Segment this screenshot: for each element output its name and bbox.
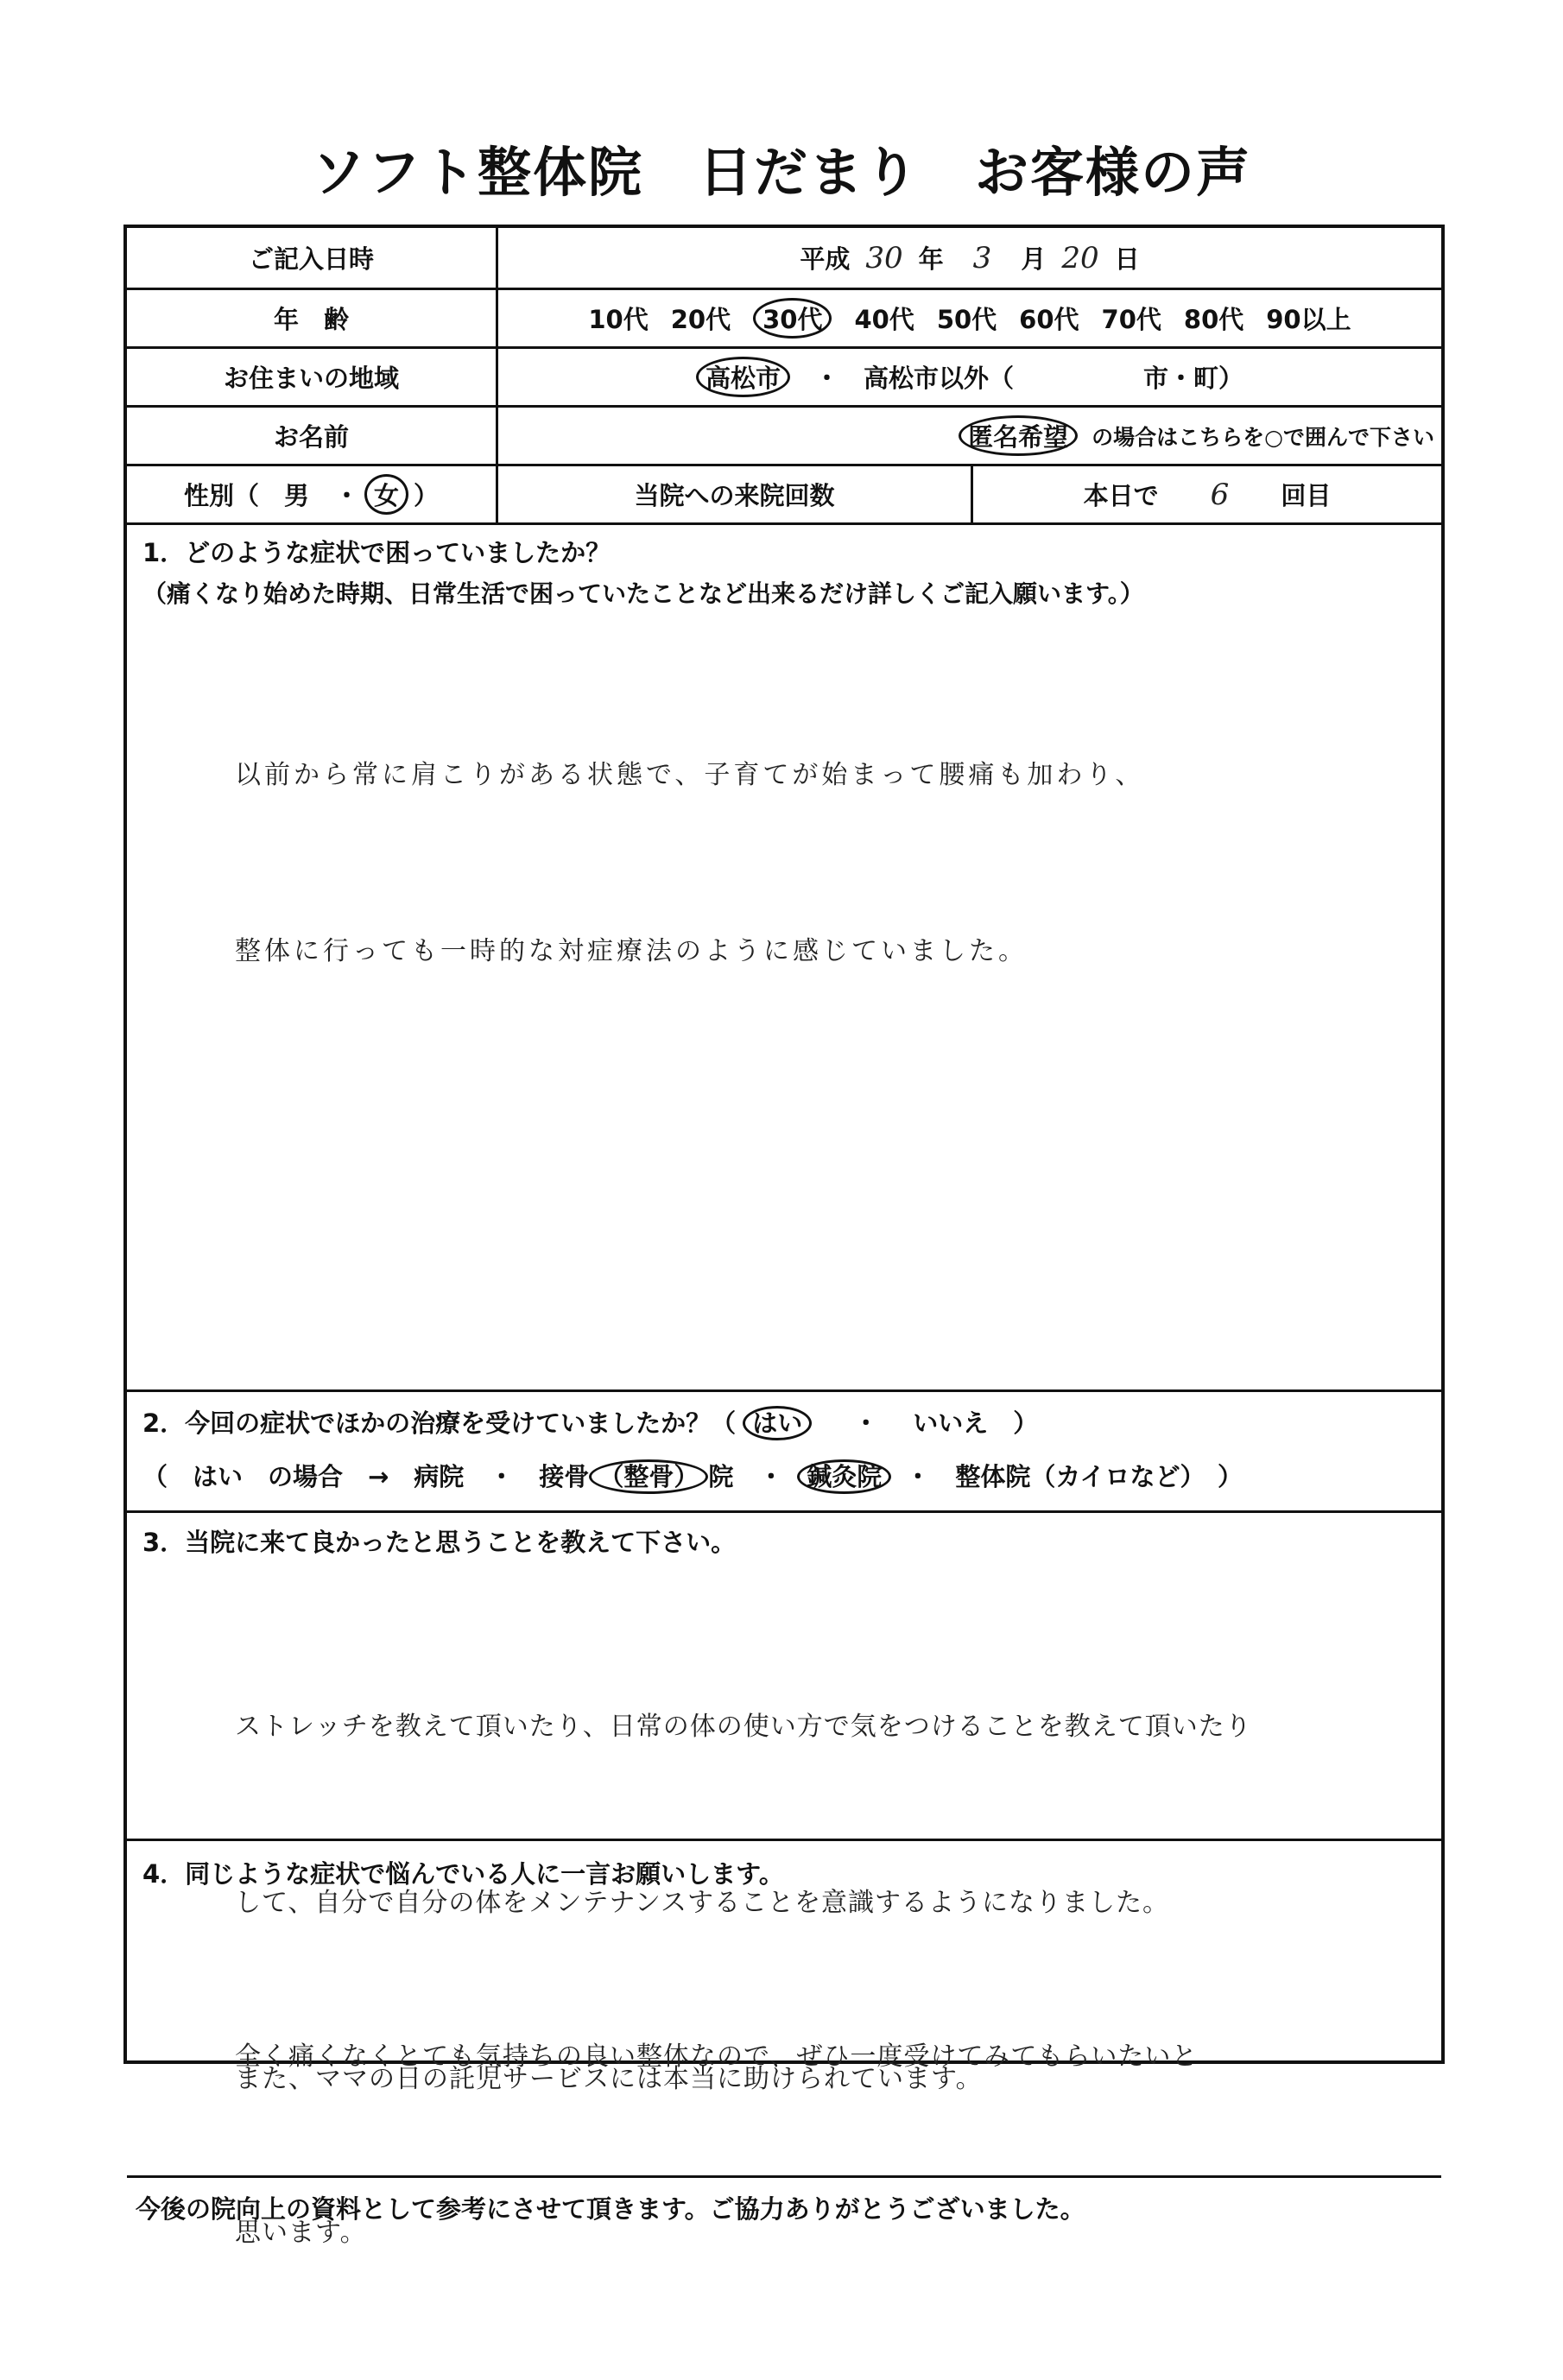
age-option-60[interactable]: 60代 [1019,305,1079,334]
visit-count: 6 [1210,477,1230,512]
date-value [498,228,1441,288]
age-option-90[interactable]: 90以上 [1266,305,1351,334]
gender-label [127,466,498,522]
date-month: 3 [972,240,992,275]
age-label: 年 齢 [127,290,498,346]
survey-form [123,225,1445,2248]
answer-line: また、ママの日の託児サービスには本当に助けられています。 [235,2064,983,2094]
answer-line: ストレッチを教えて頂いたり、日常の体の使い方で気をつけることを教えて頂いたり [235,1712,1252,1742]
age-option-30-selected[interactable]: 30代 [753,298,832,339]
date-month-unit: 月 [1021,244,1047,274]
detail-suffix: ・ 整体院（カイロなど） ） [905,1462,1243,1491]
today-label: 本日で [1083,481,1159,510]
question-3-heading: 3．当院に来て良かったと思うことを教えて下さい。 [142,1528,737,1557]
question-1-section [127,525,1441,1392]
date-day: 20 [1061,240,1099,275]
area-options [498,349,1441,405]
shinkyu-selected[interactable]: 鍼灸院 [797,1459,891,1494]
seikotsu-selected[interactable]: （整骨） [589,1459,708,1494]
answer-line: 全く痛くなくとても気持ちの良い整体なので、ぜひ一度受けてみてもらいたいと [235,2041,1199,2072]
footer-thanks: 今後の院向上の資料として参考にさせて頂きます。ご協力ありがとうございました。 [136,2194,1085,2224]
gender-female-selected[interactable]: 女 [364,474,408,515]
date-day-unit: 日 [1114,244,1140,274]
question-1-subheading: （痛くなり始めた時期、日常生活で困っていたことなど出来るだけ詳しくご記入願います。） [142,579,1144,608]
answer-line: して、自分で自分の体をメンテナンスすることを意識するようになりました。 [235,1888,1169,1918]
answer-line: 以前から常に肩こりがある状態で、子育てが始まって腰痛も加わり、 [235,760,1145,790]
date-era: 平成 [800,244,851,274]
question-1-answer [235,629,1144,1098]
age-option-50[interactable]: 50代 [936,305,997,334]
date-row [127,228,1441,290]
area-suffix: 市・町） [1143,364,1244,393]
question-4-heading: 4．同じような症状で悩んでいる人に一言お願いします。 [142,1859,784,1889]
question-1-heading: 1．どのような症状で困っていましたか？ [142,538,611,567]
answer-line: 思います。 [235,2218,367,2248]
age-option-80[interactable]: 80代 [1183,305,1244,334]
anonymous-note: の場合はこちらを○で囲んで下さい [1092,424,1434,450]
area-label: お住まいの地域 [127,349,498,405]
age-option-20[interactable]: 20代 [670,305,731,334]
gender-suffix: ） [414,481,440,510]
name-label: お名前 [127,408,498,464]
name-value [498,408,1441,464]
name-row [127,408,1441,466]
answer-no[interactable]: いいえ ） [913,1408,1039,1438]
date-year: 30 [865,240,903,275]
area-option-other[interactable]: 高松市以外（ [864,364,1015,393]
age-options [498,290,1441,346]
question-2-detail-line [142,1458,1243,1493]
area-separator: ・ [813,364,839,393]
anonymous-option-selected[interactable]: 匿名希望 [959,415,1078,456]
detail-prefix: （ はい の場合 → 病院 ・ 接骨 [142,1462,590,1491]
visit-count-cell [973,466,1441,522]
date-label: ご記入日時 [127,228,498,288]
area-option-takamatsu-selected[interactable]: 高松市 [696,357,790,397]
visit-unit: 回目 [1281,481,1332,510]
question-4-answer [235,1910,1198,2380]
age-row [127,290,1441,349]
answer-yes-selected[interactable]: はい [743,1406,812,1440]
question-2-section [127,1392,1441,1513]
detail-mid: 院 ・ [708,1462,784,1491]
age-option-40[interactable]: 40代 [854,305,914,334]
date-year-unit: 年 [918,244,944,274]
gender-prefix: 性別（ 男 ・ [183,481,359,510]
age-option-70[interactable]: 70代 [1101,305,1161,334]
gender-visits-row [127,466,1441,525]
page-title: ソフト整体院 日だまり お客様の声 [311,141,1251,204]
area-row [127,349,1441,408]
question-2-heading-line [142,1404,1038,1440]
answer-separator: ・ [853,1408,879,1438]
age-option-10[interactable]: 10代 [588,305,649,334]
visits-label: 当院への来院回数 [498,466,973,522]
question-2-heading: 2．今回の症状でほかの治療を受けていましたか？（ [142,1408,737,1438]
answer-line: 整体に行っても一時的な対症療法のように感じていました。 [235,936,1028,966]
